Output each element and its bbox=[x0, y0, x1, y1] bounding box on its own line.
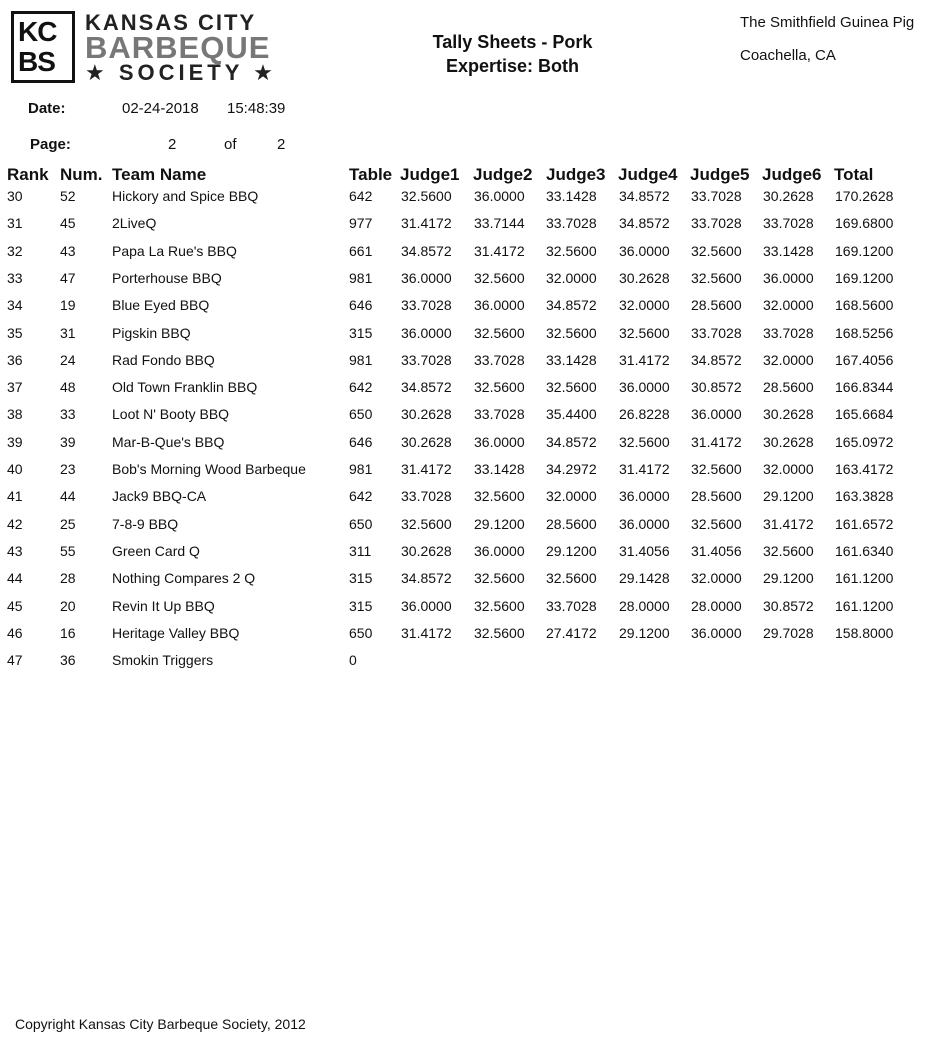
cell-judge4: 34.8572 bbox=[619, 215, 670, 232]
cell-team-name: Papa La Rue's BBQ bbox=[112, 242, 237, 259]
cell-judge3: 32.5600 bbox=[546, 379, 597, 396]
cell-judge2: 36.0000 bbox=[474, 433, 525, 450]
cell-total: 170.2628 bbox=[835, 188, 894, 204]
cell-rank: 45 bbox=[7, 597, 23, 614]
kcbs-monogram bbox=[11, 11, 75, 83]
cell-judge1: 30.2628 bbox=[401, 433, 452, 450]
cell-judge1: 36.0000 bbox=[401, 324, 452, 341]
cell-judge1: 33.7028 bbox=[401, 297, 452, 314]
cell-judge4: 32.0000 bbox=[619, 297, 670, 314]
logo-wordmark bbox=[85, 11, 285, 85]
cell-team-name: Rad Fondo BBQ bbox=[112, 351, 215, 368]
cell-judge2: 33.1428 bbox=[474, 461, 525, 477]
cell-judge5: 36.0000 bbox=[691, 406, 742, 423]
contest-location: Coachella, CA bbox=[740, 47, 836, 64]
cell-table: 650 bbox=[349, 515, 373, 532]
cell-judge4: 31.4056 bbox=[619, 542, 670, 559]
cell-judge5: 32.5600 bbox=[691, 515, 742, 532]
cell-rank: 32 bbox=[7, 242, 23, 259]
kcbs-logo bbox=[11, 11, 286, 87]
cell-total: 168.5256 bbox=[835, 324, 894, 341]
header-team-name: Team Name bbox=[112, 165, 207, 184]
cell-team-name: Old Town Franklin BBQ bbox=[112, 379, 258, 396]
cell-judge5: 34.8572 bbox=[691, 351, 742, 368]
logo-line-society: ★ SOCIETY ★ bbox=[85, 60, 277, 85]
cell-rank: 43 bbox=[7, 542, 23, 559]
cell-judge6: 30.8572 bbox=[763, 597, 814, 614]
cell-rank: 31 bbox=[7, 215, 23, 232]
cell-table: 315 bbox=[349, 324, 373, 341]
cell-judge3: 35.4400 bbox=[546, 406, 597, 423]
cell-judge5: 33.7028 bbox=[691, 215, 742, 232]
cell-table: 642 bbox=[349, 488, 373, 505]
cell-judge6: 32.0000 bbox=[763, 351, 814, 368]
cell-total: 169.1200 bbox=[835, 269, 894, 286]
cell-judge6: 33.7028 bbox=[763, 215, 814, 232]
cell-total: 161.1200 bbox=[835, 597, 894, 614]
cell-judge2: 36.0000 bbox=[474, 188, 525, 204]
copyright-footer: Copyright Kansas City Barbeque Society, 2012 bbox=[15, 1016, 306, 1032]
cell-judge5: 33.7028 bbox=[691, 188, 742, 204]
cell-total: 165.0972 bbox=[835, 433, 894, 450]
cell-judge5: 32.0000 bbox=[691, 570, 742, 587]
cell-judge3: 34.2972 bbox=[546, 461, 597, 477]
monogram-bottom: BS bbox=[18, 46, 55, 77]
cell-team-name: Green Card Q bbox=[112, 542, 200, 559]
cell-judge1: 34.8572 bbox=[401, 570, 452, 587]
cell-team-name: Pigskin BBQ bbox=[112, 324, 191, 341]
cell-judge6: 31.4172 bbox=[763, 515, 814, 532]
cell-table: 981 bbox=[349, 269, 373, 286]
cell-judge2: 32.5600 bbox=[474, 379, 525, 396]
cell-team-number: 48 bbox=[60, 379, 76, 396]
cell-judge1: 31.4172 bbox=[401, 624, 452, 641]
cell-judge4: 29.1428 bbox=[619, 570, 670, 587]
cell-table: 315 bbox=[349, 570, 373, 587]
cell-judge6: 36.0000 bbox=[763, 269, 814, 286]
cell-table: 311 bbox=[349, 542, 372, 559]
cell-judge3: 29.1200 bbox=[546, 542, 597, 559]
cell-judge2: 36.0000 bbox=[474, 542, 525, 559]
cell-total: 168.5600 bbox=[835, 297, 894, 314]
cell-rank: 47 bbox=[7, 652, 23, 669]
cell-team-number: 24 bbox=[60, 351, 76, 368]
cell-judge3: 33.7028 bbox=[546, 597, 597, 614]
cell-judge4: 30.2628 bbox=[619, 269, 670, 286]
cell-judge6: 29.1200 bbox=[763, 488, 814, 505]
cell-judge1: 32.5600 bbox=[401, 188, 452, 204]
cell-judge5: 31.4056 bbox=[691, 542, 742, 559]
header-judge2: Judge2 bbox=[473, 165, 533, 184]
cell-judge2: 32.5600 bbox=[474, 269, 525, 286]
cell-judge2: 32.5600 bbox=[474, 324, 525, 341]
cell-table: 650 bbox=[349, 624, 373, 641]
cell-team-name: Revin It Up BBQ bbox=[112, 597, 215, 614]
cell-judge4: 31.4172 bbox=[619, 351, 670, 368]
cell-judge4: 36.0000 bbox=[619, 488, 670, 505]
cell-table: 646 bbox=[349, 433, 373, 450]
cell-table: 650 bbox=[349, 406, 373, 423]
cell-judge2: 32.5600 bbox=[474, 488, 525, 505]
report-title: Tally Sheets - Pork bbox=[432, 32, 593, 52]
cell-judge3: 28.5600 bbox=[546, 515, 597, 532]
cell-judge6: 32.0000 bbox=[763, 461, 814, 477]
cell-judge2: 32.5600 bbox=[474, 624, 525, 641]
cell-judge6: 32.0000 bbox=[763, 297, 814, 314]
logo-line-barbeque: BARBEQUE bbox=[85, 30, 271, 65]
cell-judge4: 32.5600 bbox=[619, 433, 670, 450]
cell-judge1: 31.4172 bbox=[401, 461, 452, 477]
cell-judge4: 28.0000 bbox=[619, 597, 670, 614]
cell-judge6: 29.7028 bbox=[763, 624, 814, 641]
cell-judge4: 34.8572 bbox=[619, 188, 670, 204]
cell-table: 981 bbox=[349, 461, 373, 477]
cell-rank: 41 bbox=[7, 488, 23, 505]
cell-team-name: Heritage Valley BBQ bbox=[112, 624, 240, 641]
cell-judge2: 32.5600 bbox=[474, 597, 525, 614]
cell-team-number: 36 bbox=[60, 652, 76, 669]
cell-judge4: 26.8228 bbox=[619, 406, 670, 423]
header-rank: Rank bbox=[7, 165, 49, 184]
cell-team-name: Blue Eyed BBQ bbox=[112, 297, 210, 314]
cell-team-name: Porterhouse BBQ bbox=[112, 269, 222, 286]
cell-judge1: 33.7028 bbox=[401, 351, 452, 368]
cell-rank: 34 bbox=[7, 297, 23, 314]
cell-judge3: 33.1428 bbox=[546, 188, 597, 204]
cell-team-name: Bob's Morning Wood Barbeque bbox=[112, 461, 306, 477]
cell-judge3: 32.0000 bbox=[546, 488, 597, 505]
cell-judge1: 31.4172 bbox=[401, 215, 452, 232]
cell-total: 161.1200 bbox=[835, 570, 894, 587]
cell-rank: 35 bbox=[7, 324, 23, 341]
cell-judge2: 36.0000 bbox=[474, 297, 525, 314]
page-number: 2 bbox=[168, 136, 177, 153]
cell-judge6: 28.5600 bbox=[763, 379, 814, 396]
cell-judge5: 32.5600 bbox=[691, 269, 742, 286]
cell-judge1: 33.7028 bbox=[401, 488, 452, 505]
cell-judge3: 32.0000 bbox=[546, 269, 597, 286]
cell-judge6: 29.1200 bbox=[763, 570, 814, 587]
cell-team-number: 31 bbox=[60, 324, 76, 341]
cell-rank: 36 bbox=[7, 351, 23, 368]
cell-judge3: 32.5600 bbox=[546, 570, 597, 587]
cell-total: 161.6572 bbox=[835, 515, 894, 532]
cell-table: 642 bbox=[349, 188, 373, 204]
cell-total: 165.6684 bbox=[835, 406, 894, 423]
cell-judge5: 33.7028 bbox=[691, 324, 742, 341]
date-label: Date: bbox=[28, 100, 66, 117]
cell-total: 169.6800 bbox=[835, 215, 894, 232]
cell-team-number: 16 bbox=[60, 624, 76, 641]
cell-judge4: 32.5600 bbox=[619, 324, 670, 341]
monogram-top: KC bbox=[18, 16, 57, 47]
cell-team-name: Jack9 BBQ-CA bbox=[112, 488, 207, 505]
cell-judge2: 31.4172 bbox=[474, 242, 525, 259]
cell-judge2: 33.7028 bbox=[474, 351, 525, 368]
header-total: Total bbox=[834, 165, 874, 184]
cell-judge6: 30.2628 bbox=[763, 188, 814, 204]
cell-judge1: 32.5600 bbox=[401, 515, 452, 532]
cell-team-name: Nothing Compares 2 Q bbox=[112, 570, 256, 587]
contest-name: The Smithfield Guinea Pig bbox=[740, 14, 915, 31]
cell-judge2: 29.1200 bbox=[474, 515, 525, 532]
cell-judge1: 34.8572 bbox=[401, 379, 452, 396]
cell-team-number: 20 bbox=[60, 597, 76, 614]
cell-total: 163.3828 bbox=[835, 488, 894, 505]
cell-judge6: 32.5600 bbox=[763, 542, 814, 559]
date-value: 02-24-2018 bbox=[122, 100, 199, 117]
cell-total: 166.8344 bbox=[835, 379, 894, 396]
cell-team-name: 7-8-9 BBQ bbox=[112, 515, 179, 532]
cell-judge6: 33.7028 bbox=[763, 324, 814, 341]
cell-judge1: 30.2628 bbox=[401, 406, 452, 423]
cell-team-name: 2LiveQ bbox=[112, 215, 157, 232]
cell-rank: 39 bbox=[7, 433, 23, 450]
cell-table: 0 bbox=[349, 652, 357, 669]
cell-judge3: 33.7028 bbox=[546, 215, 597, 232]
cell-judge3: 27.4172 bbox=[546, 624, 597, 641]
page-label: Page: bbox=[30, 136, 71, 153]
cell-judge5: 28.5600 bbox=[691, 297, 742, 314]
cell-judge1: 30.2628 bbox=[401, 542, 452, 559]
cell-rank: 46 bbox=[7, 624, 23, 641]
cell-judge3: 34.8572 bbox=[546, 433, 597, 450]
cell-rank: 42 bbox=[7, 515, 23, 532]
cell-rank: 37 bbox=[7, 379, 23, 396]
cell-judge2: 33.7144 bbox=[474, 215, 525, 232]
cell-judge5: 28.0000 bbox=[691, 597, 742, 614]
cell-judge4: 31.4172 bbox=[619, 461, 670, 477]
cell-team-number: 23 bbox=[60, 461, 76, 477]
cell-rank: 40 bbox=[7, 461, 23, 477]
cell-judge4: 36.0000 bbox=[619, 515, 670, 532]
cell-judge5: 32.5600 bbox=[691, 242, 742, 259]
cell-judge4: 29.1200 bbox=[619, 624, 670, 641]
cell-judge6: 30.2628 bbox=[763, 433, 814, 450]
cell-judge5: 32.5600 bbox=[691, 461, 742, 477]
header-judge6: Judge6 bbox=[762, 165, 822, 184]
cell-rank: 44 bbox=[7, 570, 23, 587]
cell-team-name: Mar-B-Que's BBQ bbox=[112, 433, 225, 450]
header-judge1: Judge1 bbox=[400, 165, 460, 184]
cell-total: 161.6340 bbox=[835, 542, 894, 559]
header-judge4: Judge4 bbox=[618, 165, 678, 184]
cell-judge4: 36.0000 bbox=[619, 242, 670, 259]
header-num: Num. bbox=[60, 165, 103, 184]
report-subtitle: Expertise: Both bbox=[445, 56, 580, 76]
cell-table: 977 bbox=[349, 215, 373, 232]
cell-judge3: 33.1428 bbox=[546, 351, 597, 368]
cell-judge1: 36.0000 bbox=[401, 597, 452, 614]
cell-judge3: 32.5600 bbox=[546, 242, 597, 259]
cell-judge1: 34.8572 bbox=[401, 242, 452, 259]
cell-judge1: 36.0000 bbox=[401, 269, 452, 286]
cell-judge3: 32.5600 bbox=[546, 324, 597, 341]
cell-team-number: 33 bbox=[60, 406, 76, 423]
cell-team-number: 43 bbox=[60, 242, 76, 259]
cell-table: 646 bbox=[349, 297, 373, 314]
cell-judge3: 34.8572 bbox=[546, 297, 597, 314]
cell-table: 981 bbox=[349, 351, 373, 368]
cell-rank: 30 bbox=[7, 188, 23, 204]
cell-team-number: 25 bbox=[60, 515, 76, 532]
header-table: Table bbox=[349, 165, 393, 184]
cell-table: 315 bbox=[349, 597, 373, 614]
cell-table: 642 bbox=[349, 379, 373, 396]
cell-total: 167.4056 bbox=[835, 351, 894, 368]
cell-team-number: 44 bbox=[60, 488, 76, 505]
cell-total: 169.1200 bbox=[835, 242, 894, 259]
cell-team-name: Loot N' Booty BBQ bbox=[112, 406, 230, 423]
cell-judge4: 36.0000 bbox=[619, 379, 670, 396]
cell-total: 163.4172 bbox=[835, 461, 894, 477]
cell-judge6: 30.2628 bbox=[763, 406, 814, 423]
cell-team-name: Smokin Triggers bbox=[112, 652, 214, 669]
cell-team-number: 52 bbox=[60, 188, 76, 204]
page-total: 2 bbox=[277, 136, 286, 153]
cell-rank: 33 bbox=[7, 269, 23, 286]
time-value: 15:48:39 bbox=[227, 100, 286, 117]
cell-team-number: 19 bbox=[60, 297, 76, 314]
cell-team-number: 55 bbox=[60, 542, 76, 559]
header-judge5: Judge5 bbox=[690, 165, 750, 184]
cell-table: 661 bbox=[349, 242, 373, 259]
cell-judge5: 30.8572 bbox=[691, 379, 742, 396]
cell-team-number: 47 bbox=[60, 269, 76, 286]
cell-judge5: 31.4172 bbox=[691, 433, 742, 450]
cell-judge2: 33.7028 bbox=[474, 406, 525, 423]
cell-team-name: Hickory and Spice BBQ bbox=[112, 188, 259, 204]
cell-total: 158.8000 bbox=[835, 624, 894, 641]
cell-judge5: 36.0000 bbox=[691, 624, 742, 641]
cell-judge5: 28.5600 bbox=[691, 488, 742, 505]
cell-judge6: 33.1428 bbox=[763, 242, 814, 259]
logo-line-kansas-city: KANSAS CITY bbox=[85, 10, 257, 35]
cell-team-number: 39 bbox=[60, 433, 76, 450]
cell-team-number: 45 bbox=[60, 215, 76, 232]
page-of-label: of bbox=[224, 136, 237, 153]
cell-rank: 38 bbox=[7, 406, 23, 423]
header-judge3: Judge3 bbox=[546, 165, 606, 184]
cell-judge2: 32.5600 bbox=[474, 570, 525, 587]
cell-team-number: 28 bbox=[60, 570, 76, 587]
